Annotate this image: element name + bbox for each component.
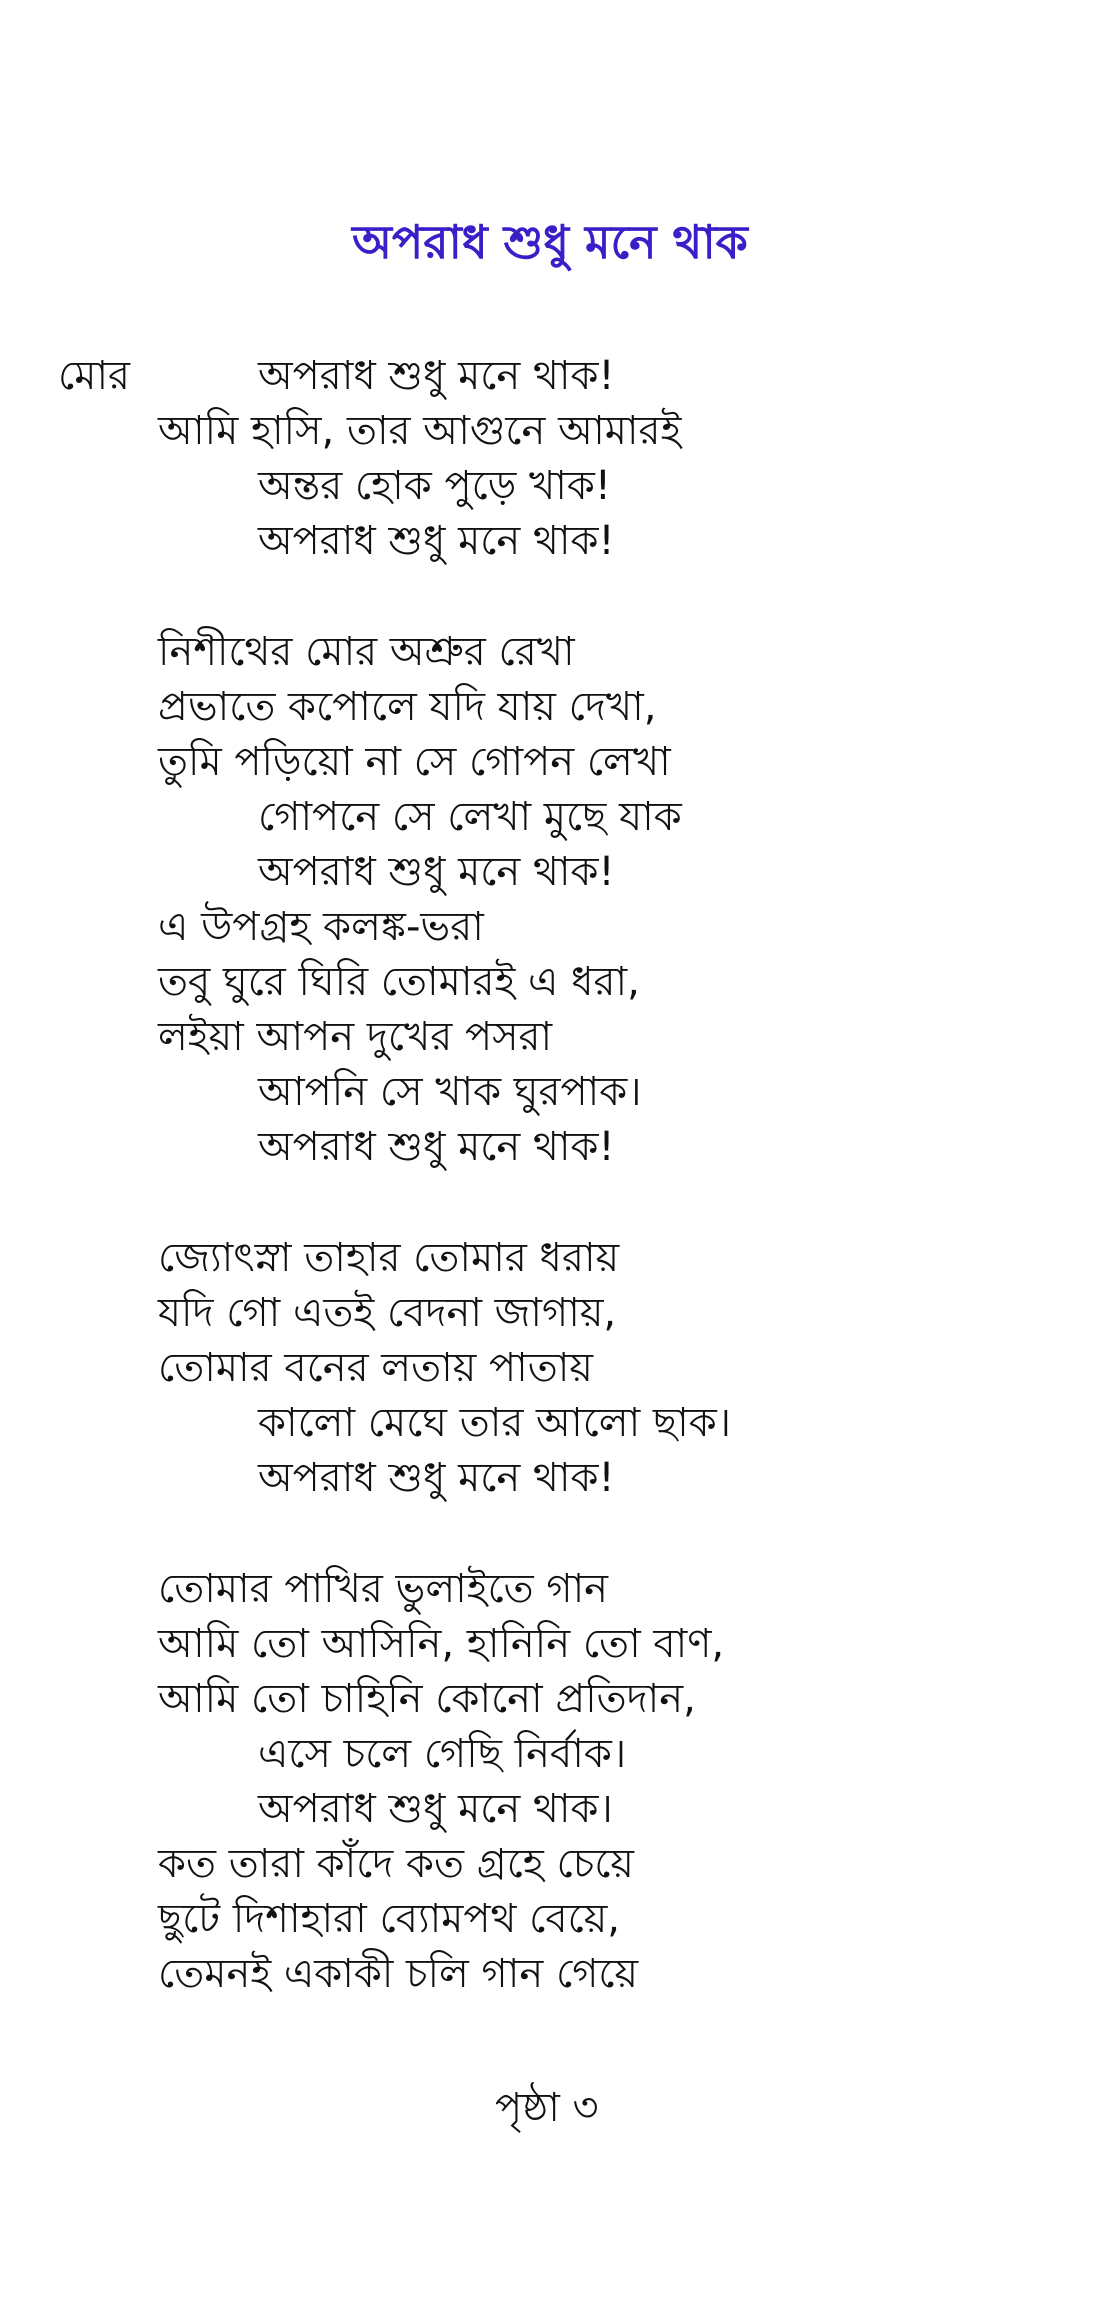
poem-line: অপরাধ শুধু মনে থাক। [258,1786,613,1832]
poem-line: যদি গো এতই বেদনা জাগায়, [158,1290,617,1336]
poem-line: নিশীথের মোর অশ্রুর রেখা [158,629,575,675]
poem-line: লইয়া আপন দুখের পসরা [158,1014,553,1060]
poem-line: আমি তো আসিনি, হানিনি তো বাণ, [158,1621,725,1667]
poem-line: অপরাধ শুধু মনে থাক! [258,353,615,399]
poem-line: অন্তর হোক পুড়ে খাক! [258,463,611,509]
poem-line: অপরাধ শুধু মনে থাক! [258,518,615,564]
poem-line: কালো মেঘে তার আলো ছাক। [258,1400,732,1446]
poem-line: আমি হাসি, তার আগুনে আমারই [158,408,682,454]
poem-line: অপরাধ শুধু মনে থাক! [258,849,615,895]
poem-title: অপরাধ শুধু মনে থাক [352,215,748,269]
poem-line: গোপনে সে লেখা মুছে যাক [258,794,682,840]
poem-line: জ্যোৎস্না তাহার তোমার ধরায় [158,1235,620,1281]
poem-line: এসে চলে গেছি নির্বাক। [258,1731,627,1777]
poem-line: তবু ঘুরে ঘিরি তোমারই এ ধরা, [158,959,640,1005]
poem-line: প্রভাতে কপোলে যদি যায় দেখা, [158,684,657,730]
page-number: পৃষ্ঠা ৩ [495,2085,599,2131]
poem-line: এ উপগ্রহ কলঙ্ক-ভরা [158,904,484,950]
poem-line: তেমনই একাকী চলি গান গেয়ে [158,1951,639,1997]
poem-line: ছুটে দিশাহারা ব্যোমপথ বেয়ে, [158,1896,620,1942]
poem-line: আপনি সে খাক ঘুরপাক। [258,1069,642,1115]
poem-line: অপরাধ শুধু মনে থাক! [258,1455,615,1501]
poem-line: আমি তো চাহিনি কোনো প্রতিদান, [158,1676,696,1722]
poem-line: কত তারা কাঁদে কত গ্রহে চেয়ে [158,1841,634,1887]
poem-line: তোমার পাখির ভুলাইতে গান [158,1566,609,1612]
poem-line: তুমি পড়িয়ো না সে গোপন লেখা [158,739,671,785]
poem-line: তোমার বনের লতায় পাতায় [158,1345,593,1391]
lead-word: মোর [58,353,131,399]
poem-line: অপরাধ শুধু মনে থাক! [258,1124,615,1170]
